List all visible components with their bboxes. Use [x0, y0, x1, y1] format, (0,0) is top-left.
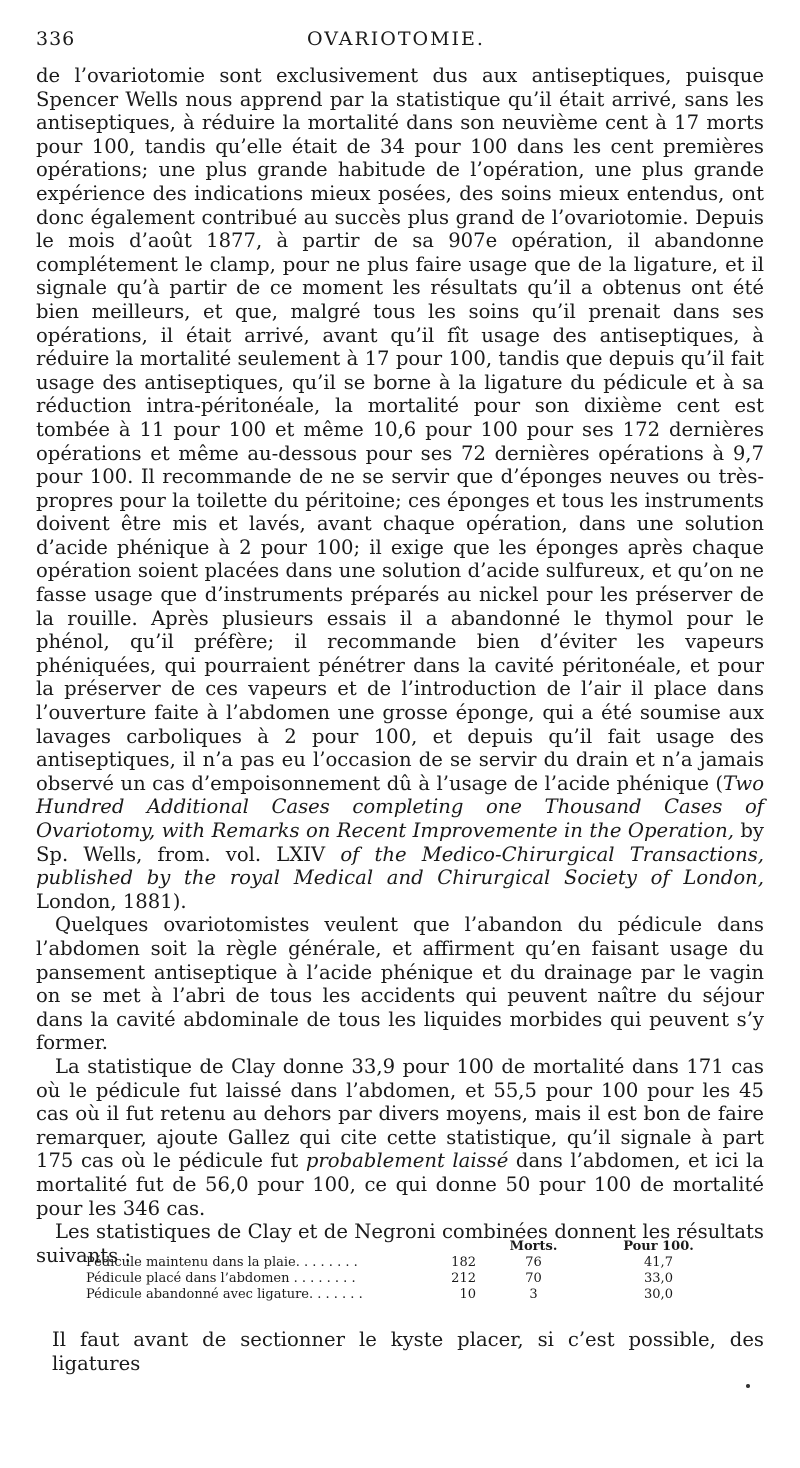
header-morts: Morts.: [509, 1239, 558, 1254]
text-run: by Sp. Wells, from. vol. LXIV: [36, 819, 764, 866]
table-row: [86, 1255, 726, 1271]
row-label: Pédicule placé dans l’abdomen . . . . . . . .: [86, 1271, 356, 1286]
table-row: [86, 1287, 726, 1303]
text-run: de l’ovariotomie sont exclusivement dus aux antiseptiques, puisque Spencer Wells nous apprend par la statistique qu’il était arrivé, sans les antiseptiques, à réduire la mortalité dans son neuvième cent à 17 morts pour 100, tandis qu’elle était de 34 pour 100 dans les cent premières opérations; une plus grande habitude de l’opération, une plus grande expérience des indications mieux posées, des soins mieux entendus, ont donc également contribué au succès plus grand de l’ovariotomie. Depuis le mois d’août 1877, à partir de sa 907e opération, il abandonne complétement le clamp, pour ne plus faire usage que de la ligature, et il signale qu’à partir de ce moment les résultats qu’il a obtenus ont été bien meilleurs, et que, malgré tous les soins qu’il prenait dans ses opérations, il était arrivé, avant qu’il fît usage des antiseptiques, à réduire la mortalité seulement à 17 pour 100, tandis que depuis qu’il fait usage des antiseptiques, qu’il se borne à la ligature du pédicule et à sa réduction intra-péritonéale, la mortalité pour son dixième cent est tombée à 11 pour 100 et même 10,6 pour 100 pour ses 172 dernières opérations et même au-dessous pour ses 72 dernières opérations à 9,7 pour 100. Il recommande de ne se servir que d’éponges neuves ou très-propres pour la toilette du péritoine; ces éponges et tous les instruments doivent être mis et lavés, avant chaque opération, dans une solution d’acide phénique à 2 pour 100; il exige que les éponges après chaque opération soient placées dans une solution d’acide sulfureux, et qu’on ne fasse usage que d’instruments préparés au nickel pour les préserver de la rouille. Après plusieurs essais il a abandonné le thymol pour le phénol, qu’il préfère; il recommande bien d’éviter les vapeurs phéniquées, qui pourraient pénétrer dans la cavité péritonéale, et pour la préserver de ces vapeurs et de l’introduction de l’air il place dans l’ouverture faite à l’abdomen une grosse éponge, qui a été soumise aux lavages carboliques à 2 pour 100, et depuis qu’il fait usage des antiseptiques, il n’a pas eu l’occasion de se servir du drain et n’a jamais observé un cas d’empoisonnement dû à l’usage de l’acide phénique (: [36, 64, 764, 795]
paragraph: [36, 913, 764, 1055]
italic-text: probablement laissé: [305, 1149, 509, 1173]
paragraph: [36, 64, 764, 913]
page-number: 336: [36, 28, 76, 50]
table-row: [86, 1271, 726, 1287]
page-header: [36, 28, 756, 58]
row-label: Pédicule maintenu dans la plaie. . . . . . . .: [86, 1255, 358, 1270]
italic-text: Two Hundred Additional Cases completing one Thousand Cases of Ovariotomy, with Remarks on Recent Improvemente in the Operation,: [36, 771, 764, 842]
statistics-table: [86, 1239, 726, 1303]
text-run: Quelques ovariotomistes veulent que l’abandon du pédicule dans l’abdomen soit la règle générale, et affirment qu’en faisant usage du pansement antiseptique à l’acide phénique et du drainage par le vagin on se met à l’abri de tous les accidents qui peuvent naître du séjour dans la cavité abdominale de tous les liquides morbides qui peuvent s’y former.: [36, 913, 764, 1055]
running-title: OVARIOTOMIE.: [307, 28, 485, 50]
ink-dot: [746, 1384, 750, 1388]
row-label: Pédicule abandonné avec ligature. . . . . . .: [86, 1287, 363, 1302]
text-run: dans l’abdomen, et ici la mortalité fut de 56,0 pour 100, ce qui donne 50 pour 100 de mortalité pour les 346 cas.: [36, 1149, 765, 1220]
row-pour-100: 41,7: [644, 1255, 673, 1270]
row-count: 10: [459, 1287, 476, 1302]
header-pour-100: Pour 100.: [623, 1239, 694, 1254]
body-text: [36, 64, 764, 1267]
italic-text: of the Medico-Chirurgical Transactions, published by the royal Medical and Chirurgical Society of London,: [36, 842, 764, 890]
text-run: London, 1881).: [36, 889, 187, 913]
row-morts: 76: [525, 1255, 542, 1270]
row-pour-100: 30,0: [644, 1287, 673, 1302]
text-run: La statistique de Clay donne 33,9 pour 100 de mortalité dans 171 cas où le pédicule fut laissé dans l’abdomen, et 55,5 pour 100 pour les 45 cas où il fut retenu au dehors par divers moyens, mais il est bon de faire remarquer, ajoute Gallez qui cite cette statistique, qu’il signale à part 175 cas où le pédicule fut: [36, 1054, 764, 1173]
row-morts: 70: [525, 1271, 542, 1286]
statistics-header-row: [86, 1239, 726, 1255]
row-count: 182: [451, 1255, 476, 1270]
row-pour-100: 33,0: [644, 1271, 673, 1286]
row-count: 212: [451, 1271, 476, 1286]
text-run: Les statistiques de Clay et de Negroni combinées donnent les résultats suivants :: [36, 1220, 764, 1267]
row-morts: 3: [529, 1287, 538, 1302]
paragraph: [36, 1055, 764, 1220]
closing-line: Il faut avant de sectionner le kyste placer, si c’est possible, des ligatures: [52, 1328, 764, 1375]
